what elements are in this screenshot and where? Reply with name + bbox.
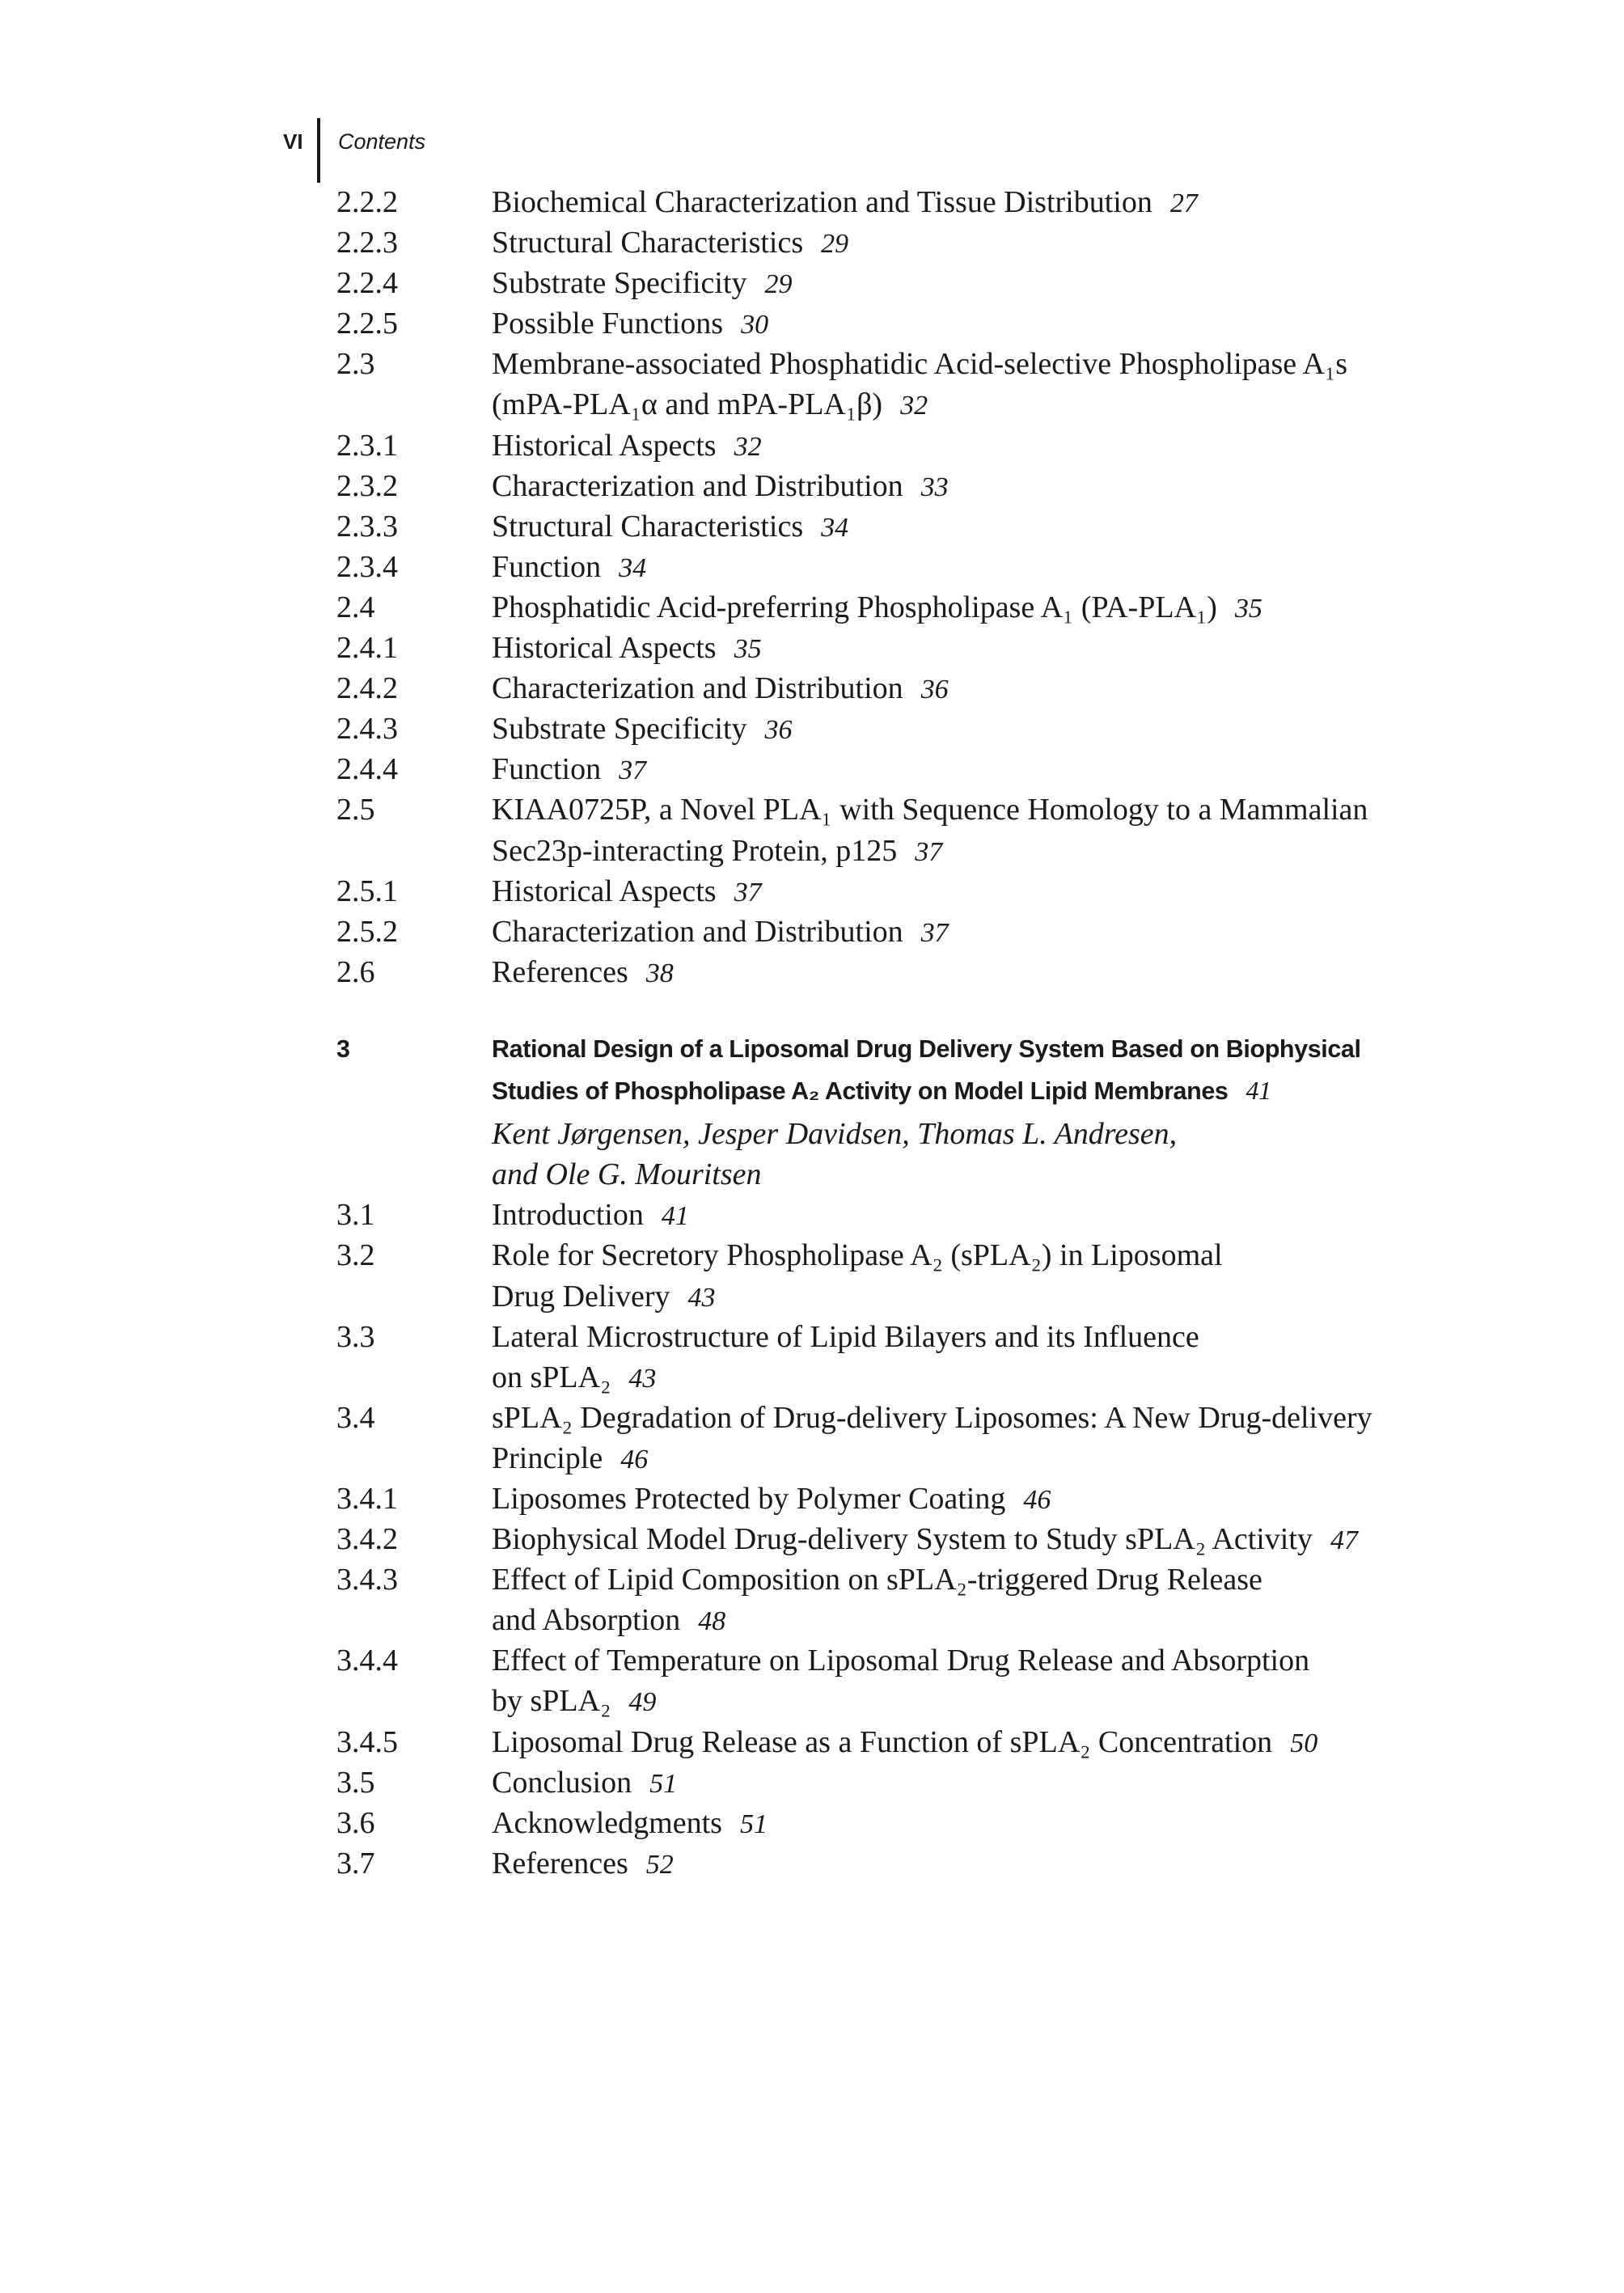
title-text: Rational Design of a Liposomal Drug Delivery System Based on Biophysical [492,1034,1361,1063]
section-title [492,509,848,544]
toc-entry[interactable] [336,306,1485,346]
section-title [492,306,768,341]
section-number: 3 [336,1034,350,1063]
toc-line [336,1846,1485,1886]
section-title [492,1360,656,1395]
section-title [492,184,1198,220]
section-number: 2.6 [336,954,375,989]
page-reference[interactable]: 34 [821,512,849,543]
title-text: Membrane-associated Phosphatidic Acid-selective Phospholipase A₁s [492,347,1348,382]
title-text: Role for Secretory Phospholipase A₂ (sPLA₂) in Liposomal [492,1238,1223,1273]
section-number: 3.4.3 [336,1563,398,1597]
toc-entry[interactable] [336,509,1485,549]
page-reference[interactable]: 38 [645,958,674,988]
page-reference[interactable]: 32 [734,431,762,462]
toc-line [336,225,1485,265]
section-title [492,1237,1223,1273]
page-reference[interactable]: 51 [649,1768,678,1799]
toc-line [336,590,1485,630]
toc-entry[interactable] [336,1805,1485,1846]
title-text: Sec23p-interacting Protein, p125 [492,833,898,868]
section-title [492,1035,1361,1064]
toc-entry[interactable] [336,549,1485,590]
section-number: 2.5.1 [336,874,398,908]
title-text: Historical Aspects [492,428,717,463]
title-text: and Ole G. Mouritsen [492,1157,762,1192]
title-text: Characterization and Distribution [492,671,903,706]
page-reference[interactable]: 32 [900,391,928,421]
toc-entry[interactable] [336,1319,1485,1400]
toc-entry[interactable] [336,1521,1485,1562]
toc-entry[interactable] [336,1724,1485,1765]
toc-line [336,1197,1485,1237]
page-reference[interactable]: 37 [734,877,762,907]
toc-line [336,630,1485,671]
section-number: 3.7 [336,1846,375,1881]
section-title [492,751,646,787]
toc-line [336,509,1485,549]
page-reference[interactable]: 46 [620,1444,649,1474]
section-number: 3.4.2 [336,1522,398,1557]
section-number: 2.2.3 [336,226,398,260]
page-reference[interactable]: 29 [821,229,849,260]
section-title [492,1562,1262,1597]
section-title [492,874,762,909]
title-text: Kent Jørgensen, Jesper Davidsen, Thomas L. Andresen, [492,1117,1178,1152]
toc-entry[interactable] [336,1846,1485,1886]
page-reference[interactable]: 37 [920,917,949,948]
title-text: Effect of Temperature on Liposomal Drug Release and Absorption [492,1644,1310,1678]
page-reference[interactable]: 43 [628,1363,657,1394]
toc-line [336,1562,1485,1602]
title-text: KIAA0725P, a Novel PLA₁ with Sequence Homology to a Mammalian [492,793,1368,827]
title-text: Drug Delivery [492,1279,670,1314]
toc-entry[interactable] [336,792,1485,873]
toc-line [336,1602,1485,1643]
header-divider [317,118,320,183]
section-number: 2.4.4 [336,752,398,787]
section-number: 3.4 [336,1400,375,1435]
title-text: Liposomes Protected by Polymer Coating [492,1482,1006,1516]
section-title [492,1521,1358,1557]
toc-line [336,1765,1485,1805]
title-text: Substrate Specificity [492,266,747,301]
page-reference[interactable]: 52 [645,1849,674,1880]
section-title [492,549,646,585]
title-text: Function [492,549,602,584]
toc-line [336,428,1485,468]
title-text: Structural Characteristics [492,509,804,544]
toc-line [336,751,1485,792]
title-text: Biophysical Model Drug-delivery System to Study sPLA₂ Activity [492,1522,1313,1557]
section-number: 2.3.3 [336,509,398,544]
toc-line [336,1400,1485,1441]
title-text: Function [492,752,602,787]
toc-entry[interactable] [336,225,1485,265]
toc-line [336,711,1485,751]
toc-line [336,346,1485,387]
toc-line [336,1643,1485,1683]
toc-line [336,954,1485,995]
page-reference[interactable]: 33 [920,472,949,502]
section-title [492,1481,1051,1517]
toc-line [336,1724,1485,1765]
toc-line [336,184,1485,225]
section-number: 2.2.2 [336,185,398,219]
title-text: Characterization and Distribution [492,914,903,949]
toc-line [336,1360,1485,1400]
page-reference[interactable]: 37 [915,836,943,867]
toc-entry[interactable] [336,630,1485,671]
title-text: Liposomal Drug Release as a Function of sPLA₂ Concentration [492,1724,1273,1759]
section-number: 3.1 [336,1198,375,1233]
toc-line [336,1035,1485,1076]
section-number: 2.5.2 [336,914,398,949]
toc-line [336,549,1485,590]
toc-entry[interactable] [336,184,1485,225]
table-of-contents [336,184,1485,1886]
section-number: 3.6 [336,1805,375,1840]
section-title [492,671,949,706]
toc-entry[interactable] [336,590,1485,630]
toc-line [336,1279,1485,1319]
page-reference[interactable]: 35 [1234,593,1262,624]
page-reference[interactable]: 34 [619,552,647,583]
title-text: sPLA₂ Degradation of Drug-delivery Liposomes: A New Drug-delivery [492,1400,1372,1435]
toc-line [336,1076,1485,1116]
section-number: 2.2.4 [336,266,398,301]
author-names [492,1116,1177,1152]
toc-chapter-entry[interactable] [336,1035,1485,1116]
toc-entry[interactable] [336,1481,1485,1521]
section-title [492,833,942,869]
section-title [492,1441,648,1476]
title-text: Principle [492,1441,603,1475]
page-reference[interactable]: 51 [739,1809,768,1839]
title-text: on sPLA₂ [492,1360,611,1394]
page-reference[interactable]: 36 [764,715,793,746]
section-title [492,468,949,504]
title-text: Substrate Specificity [492,712,747,747]
section-title [492,1643,1309,1678]
section-title [492,914,949,950]
toc-line [336,1157,1485,1197]
toc-line [336,468,1485,509]
section-title [492,1683,656,1719]
section-number: 3.4.5 [336,1724,398,1759]
title-text: by sPLA₂ [492,1684,611,1719]
toc-entry[interactable] [336,428,1485,468]
title-text: Lateral Microstructure of Lipid Bilayers and its Influence [492,1319,1199,1354]
toc-entry[interactable] [336,1765,1485,1805]
section-title [492,1602,725,1638]
toc-line [336,1683,1485,1724]
section-title [492,387,928,422]
section-title [492,590,1262,625]
toc-line [336,265,1485,306]
toc-line [336,387,1485,427]
toc-line [336,1116,1485,1157]
title-text: References [492,954,628,989]
title-text: Historical Aspects [492,631,717,666]
section-number: 3.3 [336,1319,375,1354]
toc-line [336,306,1485,346]
section-number: 3.2 [336,1238,375,1273]
section-title [492,1724,1317,1760]
section-number: 2.5 [336,793,375,827]
author-names [492,1157,762,1192]
title-text: Characterization and Distribution [492,468,903,503]
title-text: Historical Aspects [492,874,717,908]
section-number: 2.3.4 [336,549,398,584]
page-reference[interactable]: 43 [687,1282,716,1313]
section-number: 2.4.1 [336,631,398,666]
section-title [492,1319,1199,1355]
section-number: 2.3.2 [336,468,398,503]
section-number: 2.3.1 [336,428,398,463]
page-reference[interactable]: 41 [661,1201,689,1232]
title-text: Studies of Phospholipase A₂ Activity on Model Lipid Membranes [492,1077,1229,1106]
title-text: Acknowledgments [492,1805,722,1840]
title-text: Effect of Lipid Composition on sPLA₂-triggered Drug Release [492,1563,1262,1597]
section-title [492,711,793,747]
section-title [492,1197,689,1233]
section-title [492,1846,674,1881]
toc-entry[interactable] [336,1237,1485,1318]
section-title [492,1076,1271,1106]
page-reference[interactable]: 29 [764,269,793,300]
section-title [492,1805,768,1841]
page-reference[interactable]: 47 [1330,1525,1358,1556]
title-text: References [492,1846,628,1881]
title-text: (mPA-PLA₁α and mPA-PLA₁β) [492,387,883,422]
page-reference[interactable]: 30 [741,310,769,341]
section-title [492,265,793,301]
toc-line [336,874,1485,914]
page-reference[interactable]: 37 [619,755,647,786]
page-reference[interactable]: 49 [628,1687,657,1718]
page-reference[interactable]: 27 [1169,188,1198,218]
toc-entry[interactable] [336,954,1485,995]
page-reference[interactable]: 41 [1245,1076,1271,1106]
toc-line [336,1441,1485,1481]
section-title [492,954,674,990]
toc-line [336,1237,1485,1278]
section-title [492,1279,716,1314]
spacer [336,995,1485,1035]
section-title [492,1765,677,1800]
toc-line [336,914,1485,954]
toc-line [336,792,1485,832]
toc-entry[interactable] [336,1562,1485,1643]
page-reference[interactable]: 50 [1290,1728,1318,1758]
section-number: 2.4.2 [336,671,398,706]
page-reference[interactable]: 35 [734,634,762,665]
section-title [492,225,848,260]
toc-authors [336,1116,1485,1197]
page-reference[interactable]: 46 [1023,1485,1051,1515]
title-text: Introduction [492,1198,644,1233]
toc-entry[interactable] [336,468,1485,509]
section-title [492,428,762,463]
section-number: 2.4.3 [336,712,398,747]
toc-entry[interactable] [336,874,1485,914]
toc-entry[interactable] [336,671,1485,711]
section-number: 2.4 [336,590,375,624]
running-title: Contents [338,129,426,154]
section-number: 2.3 [336,347,375,382]
section-number: 3.5 [336,1765,375,1800]
title-text: Possible Functions [492,307,724,341]
page-reference[interactable]: 48 [698,1606,726,1637]
section-number: 2.2.5 [336,307,398,341]
toc-line [336,671,1485,711]
toc-entry[interactable] [336,751,1485,792]
title-text: and Absorption [492,1603,681,1638]
toc-entry[interactable] [336,1400,1485,1481]
toc-line [336,1319,1485,1360]
page-reference[interactable]: 36 [920,675,949,705]
section-title [492,792,1368,827]
page-number: VI [283,129,303,154]
title-text: Phosphatidic Acid-preferring Phospholipase A₁ (PA-PLA₁) [492,590,1217,624]
title-text: Biochemical Characterization and Tissue Distribution [492,185,1152,219]
section-title [492,1400,1372,1436]
toc-entry[interactable] [336,346,1485,427]
section-title [492,346,1347,382]
toc-entry[interactable] [336,914,1485,954]
title-text: Structural Characteristics [492,226,804,260]
toc-line [336,1805,1485,1846]
toc-line [336,1481,1485,1521]
toc-line [336,1521,1485,1562]
toc-entry[interactable] [336,1197,1485,1237]
section-number: 3.4.4 [336,1644,398,1678]
toc-line [336,833,1485,874]
toc-entry[interactable] [336,1643,1485,1724]
toc-entry[interactable] [336,711,1485,751]
section-title [492,630,762,666]
toc-entry[interactable] [336,265,1485,306]
title-text: Conclusion [492,1765,632,1800]
section-number: 3.4.1 [336,1482,398,1516]
